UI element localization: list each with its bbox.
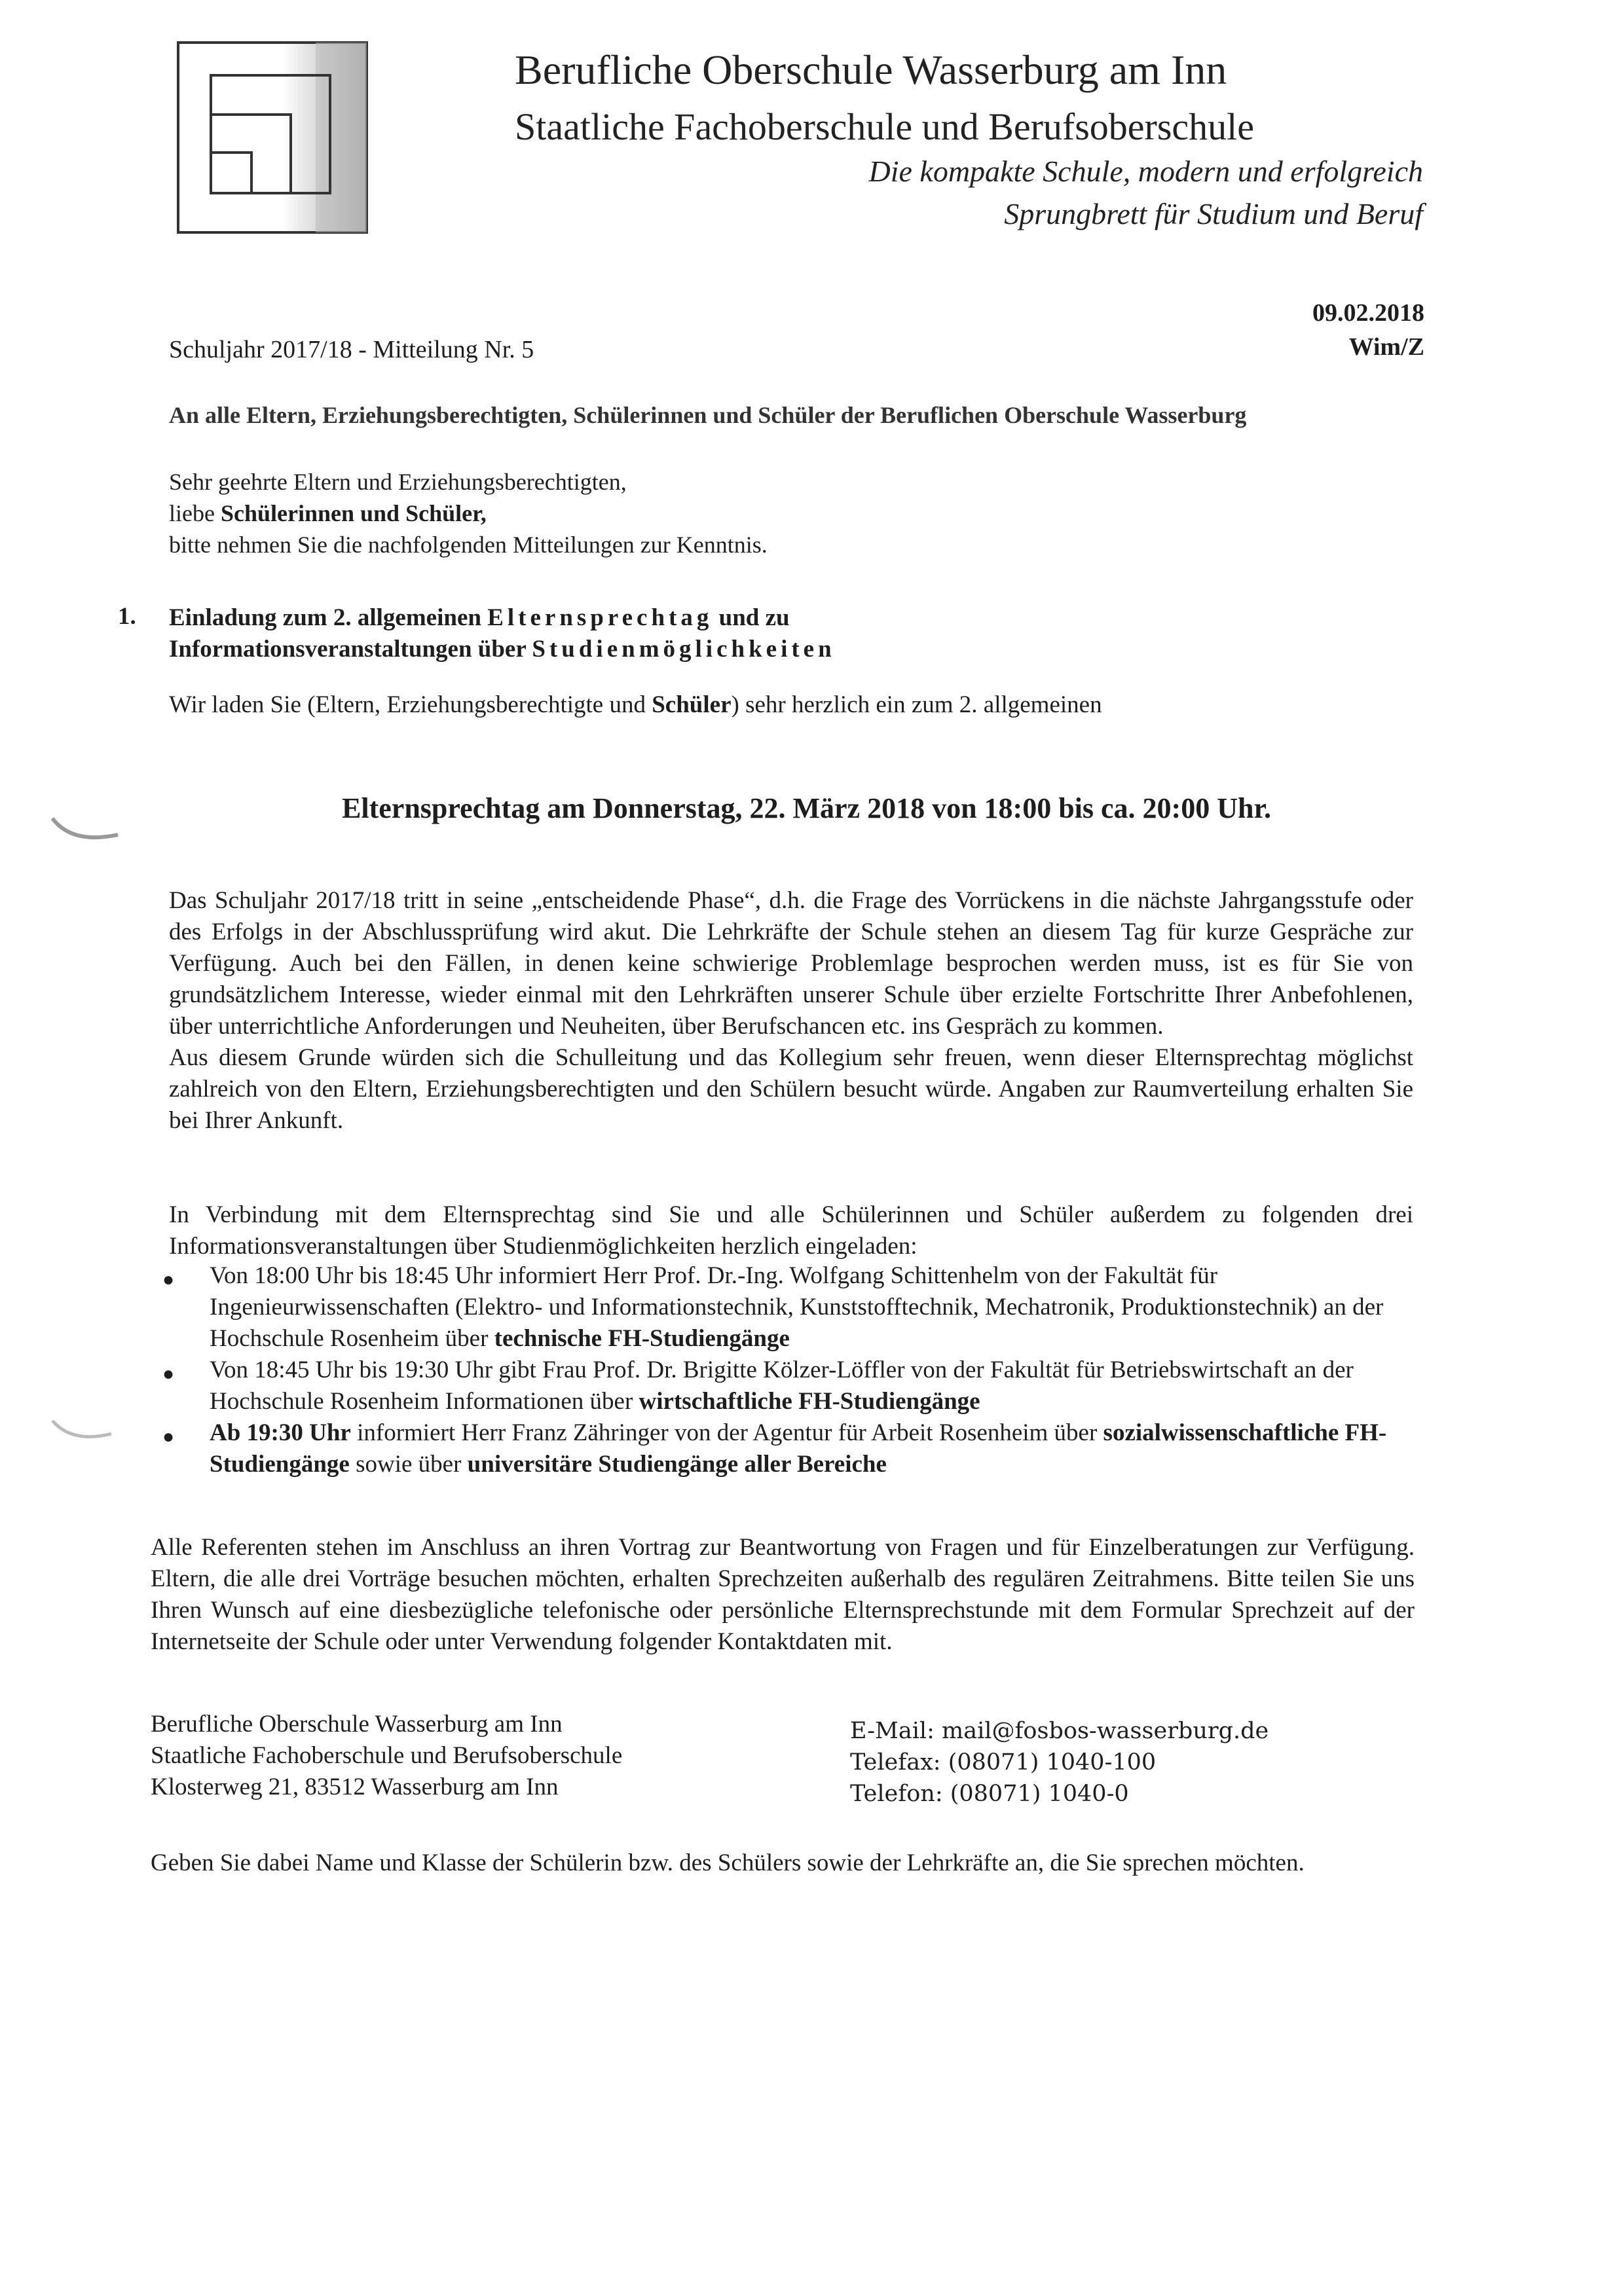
closing-paragraph: Geben Sie dabei Name und Klasse der Schülerin bzw. des Schülers sowie der Lehrkräfte an, die Sie sprechen möchten. — [151, 1850, 1305, 1876]
intro-part-2: ) sehr herzlich ein zum 2. allgemeinen — [731, 691, 1102, 718]
school-subtitle: Staatliche Fachoberschule und Berufsoberschule — [515, 105, 1255, 148]
section-title-spaced-1: Elternsprechtag — [487, 604, 713, 631]
bullet-icon: ● — [162, 1426, 175, 1448]
slogan-line-2: Sprungbrett für Studium und Beruf — [1004, 197, 1423, 230]
invitation-intro — [169, 691, 1102, 719]
paragraph-context-2: Aus diesem Grunde würden sich die Schulleitung und das Kollegium sehr freuen, wenn dieser Elternsprechtag möglichst zahlreich von den Eltern, Erziehungsberechtigten und den Schülern besucht würde. Angaben zur Raumverteilung erhalten Sie bei Ihrer Ankunft. — [169, 1044, 1413, 1134]
bullet-text: Von 18:00 Uhr bis 18:45 Uhr informiert Herr Prof. Dr.-Ing. Wolfgang Schittenhelm von der Fakultät für Ingenieurwissenschaften (Elektro- und Informationstechnik, Kunststofftechnik, Mechatronik, Produktionstechnik) an der Hochschule Rosenheim über — [210, 1262, 1384, 1352]
bullet-icon: ● — [162, 1363, 175, 1385]
salutation-line-2-prefix: liebe — [169, 500, 221, 526]
paragraph-context-1: Das Schuljahr 2017/18 tritt in seine „entscheidende Phase“, d.h. die Frage des Vorrückens in die nächste Jahrgangsstufe oder des Erfolgs in der Abschlussprüfung wird akut. Die Lehrkräfte der Schule stehen an diesem Tag für kurze Gespräche zur Verfügung. Auch bei den Fällen, in denen keine schwierige Problemlage besprochen werden muss, ist es für Sie von grundsätzlichem Interesse, wieder einmal mit den Lehrkräften unserer Schule über erzielte Fortschritte Ihrer Anbefohlenen, über unterrichtliche Anforderungen und Neuheiten, über Berufschancen etc. ins Gespräch zu kommen. — [169, 887, 1413, 1040]
section-title — [169, 602, 836, 665]
contact-street: Klosterweg 21, 83512 Wasserburg am Inn — [151, 1774, 559, 1800]
punch-mark-icon — [46, 805, 124, 858]
bullet-text-2: sowie über — [349, 1451, 468, 1478]
intro-part-1: Wir laden Sie (Eltern, Erziehungsberechtigte und — [169, 691, 652, 718]
letter-date-block — [1312, 296, 1424, 364]
contact-fax: Telefax: (08071) 1040-100 — [850, 1749, 1157, 1776]
list-item — [158, 1260, 1416, 1355]
bullet-bold-tail: sozialwissenschaftliche FH-Studiengänge — [210, 1419, 1387, 1478]
bullet-bold-tail: technische FH-Studiengänge — [494, 1325, 790, 1352]
section-title-part-1: Einladung zum 2. allgemeinen — [169, 604, 488, 631]
section-title-part-2: und zu — [713, 604, 790, 631]
contact-phone: Telefon: (08071) 1040-0 — [850, 1781, 1129, 1807]
salutation — [169, 466, 768, 560]
salutation-line-2 — [169, 498, 768, 529]
contact-details — [850, 1715, 1269, 1810]
bullet-bold-tail: wirtschaftliche FH-Studiengänge — [639, 1388, 980, 1415]
section-title-spaced-2: Studienmöglichkeiten — [532, 636, 836, 663]
addressees-line: An alle Eltern, Erziehungsberechtigten, Schülerinnen und Schüler der Beruflichen Oberschule Wasserburg — [169, 402, 1247, 428]
bullet-bold-lead: Ab 19:30 Uhr — [210, 1419, 351, 1446]
paragraph-context — [169, 885, 1413, 1137]
contact-subtitle: Staatliche Fachoberschule und Berufsoberschule — [151, 1742, 623, 1769]
salutation-line-2-bold: Schülerinnen und Schüler, — [220, 500, 487, 526]
bullet-text: informiert Herr Franz Zähringer von der Agentur für Arbeit Rosenheim über — [350, 1419, 1103, 1446]
slogan-line-1: Die kompakte Schule, modern und erfolgreich — [868, 155, 1423, 188]
salutation-line-3: bitte nehmen Sie die nachfolgenden Mitteilungen zur Kenntnis. — [169, 532, 768, 558]
contact-name: Berufliche Oberschule Wasserburg am Inn — [151, 1711, 563, 1738]
letter-reference: Schuljahr 2017/18 - Mitteilung Nr. 5 — [169, 336, 534, 363]
punch-mark-icon — [46, 1408, 124, 1460]
paragraph-info-sessions: In Verbindung mit dem Elternsprechtag sind Sie und alle Schülerinnen und Schüler außerdem zu folgenden drei Informationsveranstaltungen über Studienmöglichkeiten herzlich eingeladen: — [169, 1201, 1413, 1260]
list-item — [158, 1355, 1416, 1417]
letter-initials: Wim/Z — [1348, 333, 1424, 361]
contact-address — [151, 1709, 622, 1803]
salutation-line-1: Sehr geehrte Eltern und Erziehungsberechtigten, — [169, 469, 627, 495]
paragraph-referents: Alle Referenten stehen im Anschluss an ihren Vortrag zur Beantwortung von Fragen und für Einzelberatungen zur Verfügung. Eltern, die alle drei Vorträge besuchen möchten, erhalten Sprechzeiten außerhalb des regulären Zeitrahmens. Bitte teilen Sie uns Ihren Wunsch auf eine diesbezügliche telefonische oder persönliche Elternsprechstunde mit dem Formular Sprechzeit auf der Internetseite der Schule oder unter Verwendung folgender Kontaktdaten mit. — [151, 1534, 1415, 1655]
info-sessions-list — [158, 1260, 1416, 1480]
event-highlight: Elternsprechtag am Donnerstag, 22. März 2018 von 18:00 bis ca. 20:00 Uhr. — [342, 792, 1271, 824]
bullet-bold-tail-2: universitäre Studiengänge aller Bereiche — [467, 1451, 887, 1478]
letter-date: 09.02.2018 — [1312, 299, 1424, 327]
bullet-icon: ● — [162, 1269, 175, 1290]
school-logo — [177, 41, 368, 234]
contact-email[interactable]: E-Mail: mail@fosbos-wasserburg.de — [850, 1718, 1269, 1744]
section-number: 1. — [118, 603, 136, 630]
list-item — [158, 1417, 1416, 1480]
school-name: Berufliche Oberschule Wasserburg am Inn — [515, 46, 1227, 93]
bullet-text: Von 18:45 Uhr bis 19:30 Uhr gibt Frau Prof. Dr. Brigitte Kölzer-Löffler von der Fakultät für Betriebswirtschaft an der Hochschule Rosenheim Informationen über — [210, 1357, 1354, 1415]
section-title-part-3: Informationsveranstaltungen über — [169, 636, 532, 663]
intro-bold: Schüler — [652, 691, 732, 718]
